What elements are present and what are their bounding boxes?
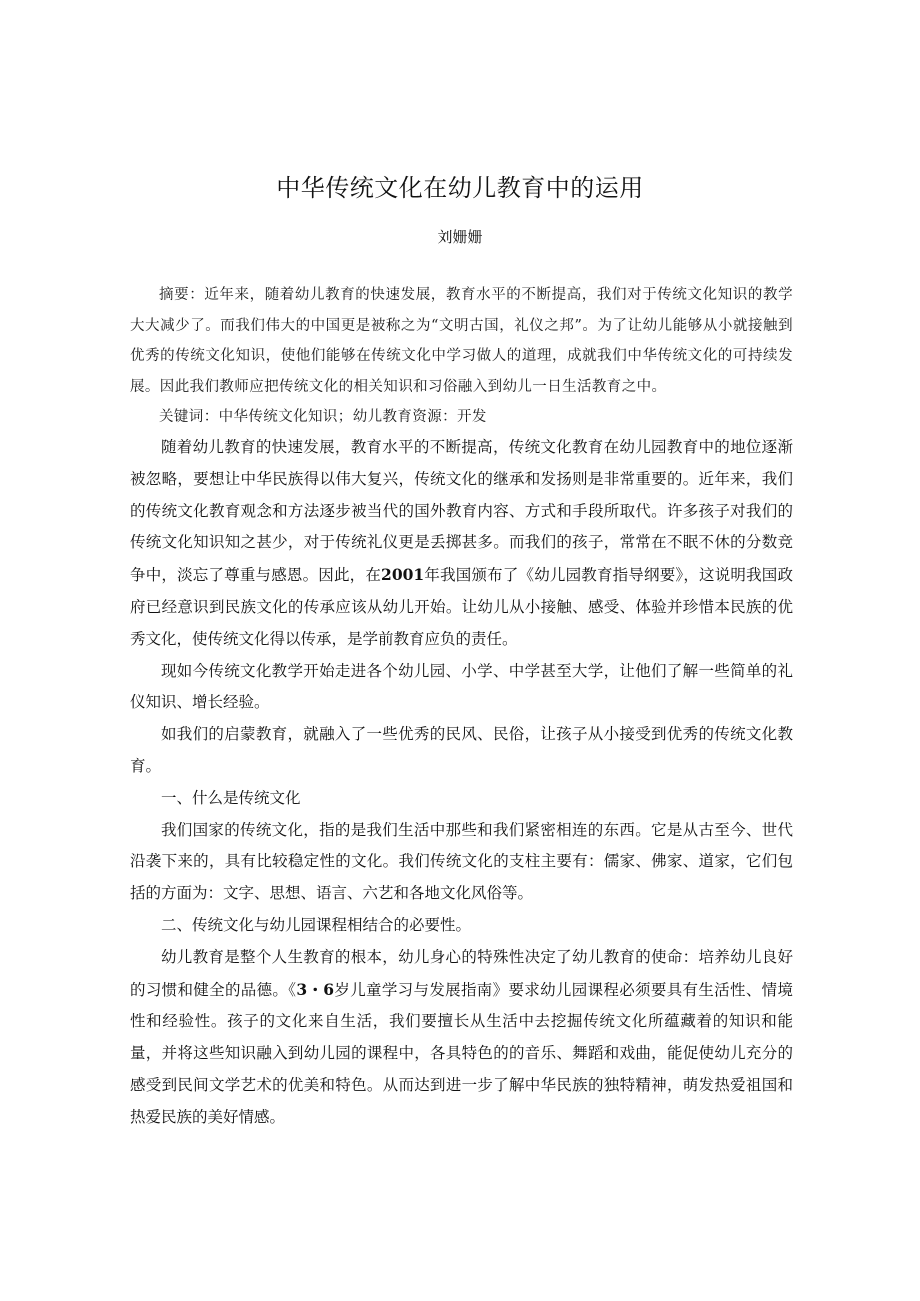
- abstract-paragraph: 摘要：近年来，随着幼儿教育的快速发展，教育水平的不断提高，我们对于传统文化知识的教学大大减少了。而我们伟大的中国更是被称之为“文明古国，礼仪之邦”。为了让幼儿能够从小就接触到优秀的传统文化知识，使他们能够在传统文化中学习做人的道理，成就我们中华传统文化的可持续发展。因此我们教师应把传统文化的相关知识和习俗融入到幼儿一日生活教育之中。: [130, 287, 793, 395]
- paragraph-text: 随着幼儿教育的快速发展，教育水平的不断提高，传统文化教育在幼儿园教育中的地位逐渐被忽略，要想让中华民族得以伟大复兴，传统文化的继承和发扬则是非常重要的。近年来，我们的传统文化教育观念和方法逐步被当代的国外教育内容、方式和手段所取代。许多孩子对我们的传统文化知识知之甚少，对于传统礼仪更是丢掷甚多。而我们的孩子，常常在不眠不休的分数竞争中，淡忘了尊重与感恩。因此，在: [130, 438, 793, 585]
- document-body: [130, 280, 793, 1134]
- body-paragraph-5: [130, 942, 793, 1134]
- paragraph-text: 年我国颁布了《幼儿园教育指导纲要》，这说明我国政府已经意识到民族文化的传承应该从幼儿开始。让幼儿从小接触、感受、体验并珍惜本民族的优秀文化，使传统文化得以传承，是学前教育应负的责任。: [130, 566, 793, 648]
- section-heading-1: 一、什么是传统文化: [161, 788, 301, 807]
- paragraph-text: 幼儿教育是整个人生教育的根本，幼儿身心的特殊性决定了幼儿教育的使命：培养幼儿良好的习惯和健全的品德。《: [130, 947, 793, 999]
- author-name: 刘姗姗: [437, 228, 483, 246]
- section-heading-2: 二、传统文化与幼儿园课程相结合的必要性。: [161, 915, 472, 934]
- age-range-text: 3・6: [296, 979, 335, 999]
- body-paragraph-3: 如我们的启蒙教育，就融入了一些优秀的民风、民俗，让孩子从小接受到优秀的传统文化教育。: [130, 725, 793, 775]
- body-paragraph-2: 现如今传统文化教学开始走进各个幼儿园、小学、中学甚至大学，让他们了解一些简单的礼仪知识、增长经验。: [130, 661, 793, 712]
- body-paragraph-4: 我们国家的传统文化，指的是我们生活中那些和我们紧密相连的东西。它是从古至今、世代沿袭下来的，具有比较稳定性的文化。我们传统文化的支柱主要有：儒家、佛家、道家，它们包括的方面为：文字、思想、语言、六艺和各地文化风俗等。: [130, 820, 793, 903]
- document-title: 中华传统文化在幼儿教育中的运用: [276, 174, 644, 202]
- year-text: 2001: [381, 565, 425, 585]
- paragraph-text: 岁儿童学习与发展指南》要求幼儿园课程必须要具有生活性、情境性和经验性。孩子的文化来自生活，我们要擅长从生活中去挖掘传统文化所蕴藏着的知识和能量，并将这些知识融入到幼儿园的课程中，各具特色的的音乐、舞蹈和戏曲，能促使幼儿充分的感受到民间文学艺术的优美和特色。从而达到进一步了解中华民族的独特精神，萌发热爱祖国和热爱民族的美好情感。: [130, 980, 793, 1126]
- body-paragraph-1: [130, 432, 793, 656]
- keywords-line: 关键词：中华传统文化知识；幼儿教育资源：开发: [159, 409, 487, 425]
